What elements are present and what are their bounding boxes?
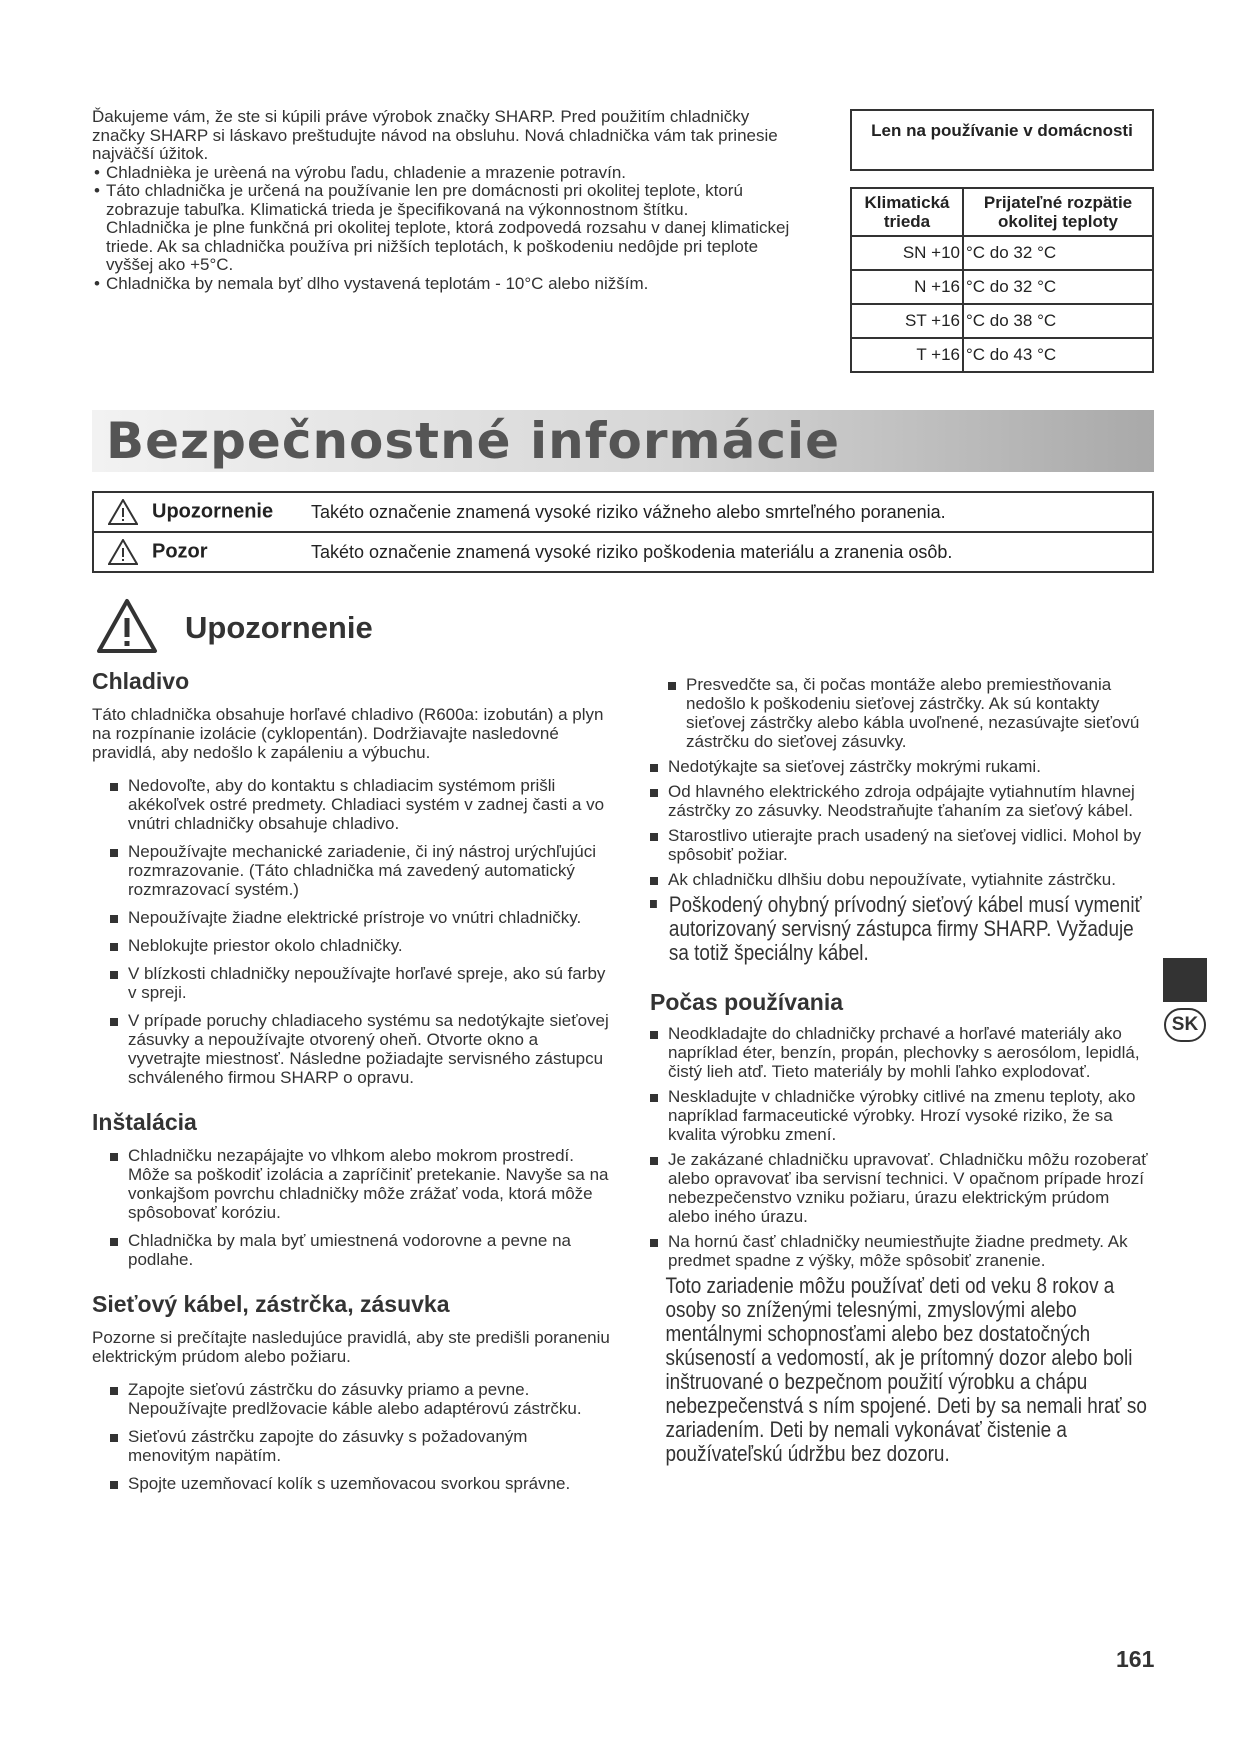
list-item: Neskladujte v chladničke výrobky citlivé na zmenu teploty, ako napríklad farmaceutické výrobky. Hrozí vysoké riziko, že sa kvalita výrobku zmení. — [650, 1087, 1155, 1144]
cable-warning: Poškodený ohybný prívodný sieťový kábel musí vymeniť autorizovaný servisný zástupca firmy SHARP. Vyžaduje sa totiž špeciálny kábel. — [650, 893, 1149, 965]
section-banner — [92, 410, 1154, 472]
intro-bullet: • Chladnièka je urèená na výrobu ľadu, chladenie a mrazenie potravín. — [92, 164, 802, 183]
climate-class: ST +16 — [851, 304, 963, 338]
subsection-title: Sieťový kábel, zástrčka, zásuvka — [92, 1291, 450, 1317]
language-badge: SK — [1164, 1008, 1206, 1042]
temperature-range: °C do 32 °C — [963, 236, 1153, 270]
list-item: Nedovoľte, aby do kontaktu s chladiacim systémom prišli akékoľvek ostré predmety. Chladiaci systém v zadnej časti a vo vnútri chladničky obsahuje chladivo. — [110, 776, 612, 833]
section-title: Bezpečnostné informácie — [106, 412, 841, 470]
legend-text: Takéto označenie znamená vysoké riziko vážneho alebo smrteľného poranenia. — [309, 492, 1153, 532]
page-number: 161 — [1116, 1646, 1155, 1672]
intro-text — [92, 108, 802, 293]
legend-row — [93, 492, 1153, 532]
list-item: Neblokujte priestor okolo chladničky. — [110, 936, 612, 955]
list-item: Nedotýkajte sa sieťovej zástrčky mokrými rukami. — [650, 757, 1155, 776]
legend-row — [93, 532, 1153, 572]
list-item: Spojte uzemňovací kolík s uzemňovacou svorkou správne. — [110, 1474, 612, 1493]
children-notice: Toto zariadenie môžu používať deti od veku 8 rokov a osoby so zníženými telesnými, zmyslovými alebo mentálnymi schopnosťami alebo bez dostatočných skúseností a vedomostí, ak je prítomný dozor alebo boli inštruované o bezpečnom použití výrobku a chápu nebezpečenstvá s ním spojené. Deti by sa nemali hrať so zariadením. Deti by nemali vykonávať čistenie a používateľskú údržbu bez dozoru. — [665, 1273, 1147, 1466]
intro-paragraph: Ďakujeme vám, že ste si kúpili práve výrobok značky SHARP. Pred použitím chladničky značky SHARP si láskavo preštudujte návod na obsluhu. Nová chladnička vám tak prinesie najväčší úžitok. — [92, 107, 778, 163]
climate-table — [850, 187, 1154, 373]
list-item: Nepoužívajte mechanické zariadenie, či iný nástroj urýchľujúci rozmrazovanie. (Táto chladnička má zavedený automatický rozmrazovací systém.) — [110, 842, 612, 899]
table-row — [851, 270, 1153, 304]
legend-text: Takéto označenie znamená vysoké riziko poškodenia materiálu a zranenia osôb. — [309, 532, 1153, 572]
list-item: Zapojte sieťovú zástrčku do zásuvky priamo a pevne. Nepoužívajte predlžovacie káble alebo adaptérovú zástrčku. — [110, 1380, 612, 1418]
warning-triangle-icon — [108, 539, 138, 565]
legend-label: Pozor — [152, 540, 208, 563]
list-item: Presvedčte sa, či počas montáže alebo premiestňovania nedošlo k poškodeniu sieťovej zástrčky. Ak sú kontakty sieťovej zástrčky alebo kábla uvoľnené, nezasúvajte sieťovú zástrčku do sieťovej zásuvky. — [668, 675, 1155, 751]
list-item: V prípade poruchy chladiaceho systému sa nedotýkajte sieťovej zásuvky a nepoužívajte otvorený oheň. Otvorte okno a vyvetrajte miestnosť. Následne požiadajte servisného zástupcu schváleného firmou SHARP o opravu. — [110, 1011, 612, 1087]
column-header: Prijateľné rozpätie okolitej teploty — [963, 188, 1153, 236]
warning-heading: Upozornenie — [185, 610, 373, 645]
intro-bullet-sub: Chladnička je plne funkčná pri okolitej teplote, ktorá zodpovedá rozsahu v danej klimatickej triede. Ak sa chladnička používa pri nižších teplotách, k poškodeniu nedôjde pri teplote vyššej ako +5°C. — [106, 218, 790, 274]
list-item: Od hlavného elektrického zdroja odpájajte vytiahnutím hlavnej zástrčky zo zásuvky. Neodstraňujte ťahaním za sieťový kábel. — [650, 782, 1155, 820]
warning-triangle-icon — [108, 499, 138, 525]
warning-heading-icon-wrap — [96, 598, 158, 659]
intro-bullet: • Táto chladnička je určená na používanie len pre domácnosti pri okolitej teplote, ktorú zobrazuje tabuľka. Klimatická trieda je špecifikovaná na výkonnostnom štítku. Chladnička je plne funkčná pri okolitej teplote, ktorá zodpovedá rozsahu v danej klimatickej triede. Ak sa chladnička používa pri nižších teplotách, k poškodeniu nedôjde pri teplote vyššej ako +5°C. — [92, 182, 802, 275]
temperature-range: °C do 43 °C — [963, 338, 1153, 372]
table-row — [851, 304, 1153, 338]
temperature-range: °C do 38 °C — [963, 304, 1153, 338]
list-item: Nepoužívajte žiadne elektrické prístroje vo vnútri chladničky. — [110, 908, 612, 927]
paragraph: Pozorne si prečítajte nasledujúce pravidlá, aby ste predišli poraneniu elektrickým prúdom alebo požiaru. — [92, 1328, 610, 1366]
climate-table-header — [851, 188, 1153, 236]
list-item: Chladničku nezapájajte vo vlhkom alebo mokrom prostredí. Môže sa poškodiť izolácia a zapríčiniť pretekanie. Navyše sa na vonkajšom povrchu chladničky môže zrážať voda, ktorá môže spôsobovať koróziu. — [110, 1146, 612, 1222]
list-item: Na hornú časť chladničky neumiestňujte žiadne predmety. Ak predmet spadne z výšky, môže spôsobiť zranenie. — [650, 1232, 1155, 1270]
left-column — [92, 668, 612, 1493]
paragraph: Táto chladnička obsahuje horľavé chladivo (R600a: izobután) a plyn na rozpínanie izolácie (cyklopentán). Dodržiavajte nasledovné pravidlá, aby nedošlo k zapáleniu a výbuchu. — [92, 705, 604, 762]
list-item: Ak chladničku dlhšiu dobu nepoužívate, vytiahnite zástrčku. — [650, 870, 1155, 889]
legend-label: Upozornenie — [152, 500, 274, 523]
home-use-label: Len na používanie v domácnosti — [850, 109, 1154, 171]
climate-class: SN +10 — [851, 236, 963, 270]
subsection-title: Inštalácia — [92, 1109, 197, 1135]
legend-table — [92, 491, 1154, 573]
table-row — [851, 338, 1153, 372]
right-column — [650, 675, 1155, 1466]
list-item: Starostlivo utierajte prach usadený na sieťovej vidlici. Mohol by spôsobiť požiar. — [650, 826, 1155, 864]
list-item: Chladnička by mala byť umiestnená vodorovne a pevne na podlahe. — [110, 1231, 612, 1269]
subsection-title: Chladivo — [92, 668, 190, 694]
intro-bullet: • Chladnička by nemala byť dlho vystavená teplotám - 10°C alebo nižším. — [92, 275, 802, 294]
list-item: Je zakázané chladničku upravovať. Chladničku môžu rozoberať alebo opravovať iba servisní technici. V opačnom prípade hrozí nebezpečenstvo vzniku požiaru, úrazu elektrickým prúdom alebo iného úrazu. — [650, 1150, 1155, 1226]
intro-list — [92, 164, 802, 294]
list-item: V blízkosti chladničky nepoužívajte horľavé spreje, ako sú farby v spreji. — [110, 964, 612, 1002]
climate-class: N +16 — [851, 270, 963, 304]
climate-class: T +16 — [851, 338, 963, 372]
side-tab-marker — [1163, 958, 1207, 1002]
table-row — [851, 236, 1153, 270]
temperature-range: °C do 32 °C — [963, 270, 1153, 304]
column-header: Klimatická trieda — [851, 188, 963, 236]
list-item: Neodkladajte do chladničky prchavé a horľavé materiály ako napríklad éter, benzín, propán, plechovky s aerosólom, lepidlá, čistý lieh atď. Tieto materiály by mohli ľahko explodovať. — [650, 1024, 1155, 1081]
list-item: Sieťovú zástrčku zapojte do zásuvky s požadovaným menovitým napätím. — [110, 1427, 612, 1465]
subsection-title: Počas používania — [650, 989, 844, 1015]
warning-triangle-icon — [96, 598, 158, 654]
